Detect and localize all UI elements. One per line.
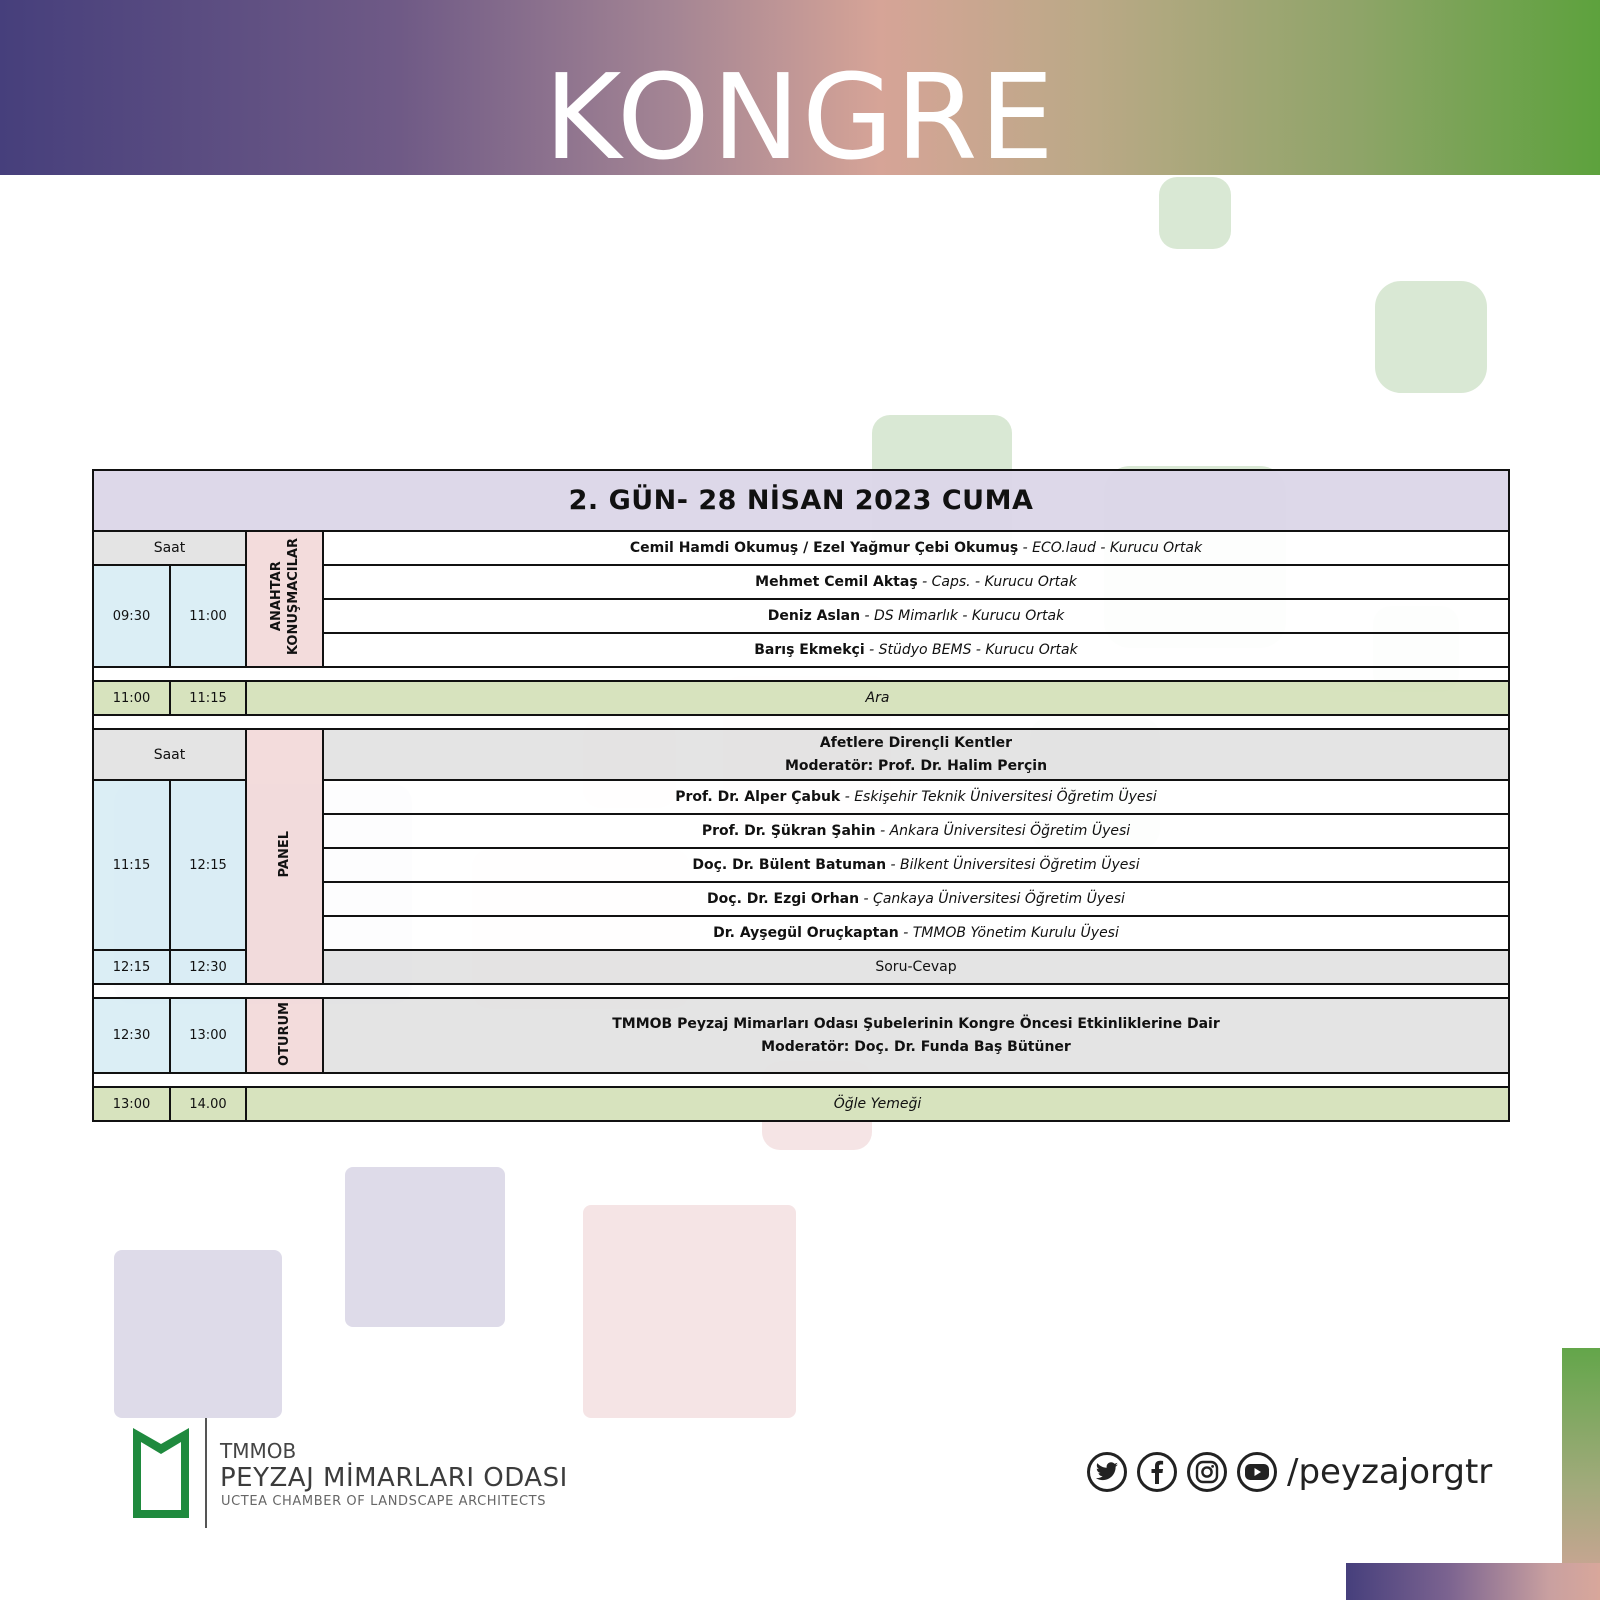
logo-org-name: PEYZAJ MİMARLARI ODASI [220,1463,568,1493]
qa-end-time: 12:30 [170,950,246,984]
lunch-start-time: 13:00 [93,1087,170,1121]
page-title: KONGRE [543,48,1057,175]
youtube-icon[interactable] [1237,1452,1277,1492]
break-end-time: 11:15 [170,681,246,715]
corner-accent-horizontal [1346,1563,1600,1600]
start-time: 09:30 [93,565,170,667]
qa-label: Soru-Cevap [323,950,1509,984]
speaker-row: Mehmet Cemil Aktaş - Caps. - Kurucu Ortak [323,565,1509,599]
spacer-row [93,984,1509,998]
session-title: TMMOB Peyzaj Mimarları Odası Şubelerinin Kongre Öncesi Etkinliklerine Dair [612,1015,1220,1032]
start-time: 11:15 [93,780,170,950]
social-handle[interactable]: /peyzajorgtr [1287,1452,1493,1492]
panel-label: PANEL [246,729,323,984]
saat-header: Saat [93,531,246,565]
saat-header: Saat [93,729,246,780]
speaker-row: Deniz Aslan - DS Mimarlık - Kurucu Ortak [323,599,1509,633]
break-label: Ara [246,681,1509,715]
lunch-end-time: 14.00 [170,1087,246,1121]
speaker-row: Doç. Dr. Bülent Batuman - Bilkent Üniversitesi Öğretim Üyesi [323,848,1509,882]
twitter-icon[interactable] [1087,1452,1127,1492]
end-time: 13:00 [170,998,246,1073]
logo-org-english: UCTEA CHAMBER OF LANDSCAPE ARCHITECTS [221,1494,547,1509]
keynote-label: ANAHTAR KONUŞMACILAR [246,531,323,667]
session-title-cell [323,998,1509,1073]
speaker-row: Doç. Dr. Ezgi Orhan - Çankaya Üniversitesi Öğretim Üyesi [323,882,1509,916]
speaker-row: Prof. Dr. Şükran Şahin - Ankara Üniversitesi Öğretim Üyesi [323,814,1509,848]
tmmob-logo-icon [131,1426,191,1520]
panel-moderator: Moderatör: Prof. Dr. Halim Perçin [784,757,1048,774]
session-moderator: Moderatör: Doç. Dr. Funda Baş Bütüner [761,1038,1071,1055]
end-time: 12:15 [170,780,246,950]
panel-title: Afetlere Dirençli Kentler [819,734,1013,751]
spacer-row [93,1073,1509,1087]
decor-square [583,1205,796,1418]
decor-square [1159,177,1231,249]
decor-square [114,1250,282,1418]
schedule-table [92,469,1510,1122]
spacer-row [93,715,1509,729]
speaker-row: Cemil Hamdi Okumuş / Ezel Yağmur Çebi Okumuş - ECO.laud - Kurucu Ortak [323,531,1509,565]
panel-title-cell [323,729,1509,780]
speaker-row: Barış Ekmekçi - Stüdyo BEMS - Kurucu Ortak [323,633,1509,667]
day-title: 2. GÜN- 28 NİSAN 2023 CUMA [93,470,1509,531]
lunch-label: Öğle Yemeği [246,1087,1509,1121]
start-time: 12:30 [93,998,170,1073]
instagram-icon[interactable] [1187,1452,1227,1492]
qa-start-time: 12:15 [93,950,170,984]
decor-square [1375,281,1487,393]
speaker-row: Prof. Dr. Alper Çabuk - Eskişehir Teknik Üniversitesi Öğretim Üyesi [323,780,1509,814]
break-start-time: 11:00 [93,681,170,715]
logo-divider [205,1418,207,1528]
speaker-row: Dr. Ayşegül Oruçkaptan - TMMOB Yönetim Kurulu Üyesi [323,916,1509,950]
logo-org-short: TMMOB [220,1439,297,1463]
end-time: 11:00 [170,565,246,667]
facebook-icon[interactable] [1137,1452,1177,1492]
decor-square [345,1167,505,1327]
session-label: OTURUM [246,998,323,1073]
social-links [1087,1451,1492,1493]
spacer-row [93,667,1509,681]
